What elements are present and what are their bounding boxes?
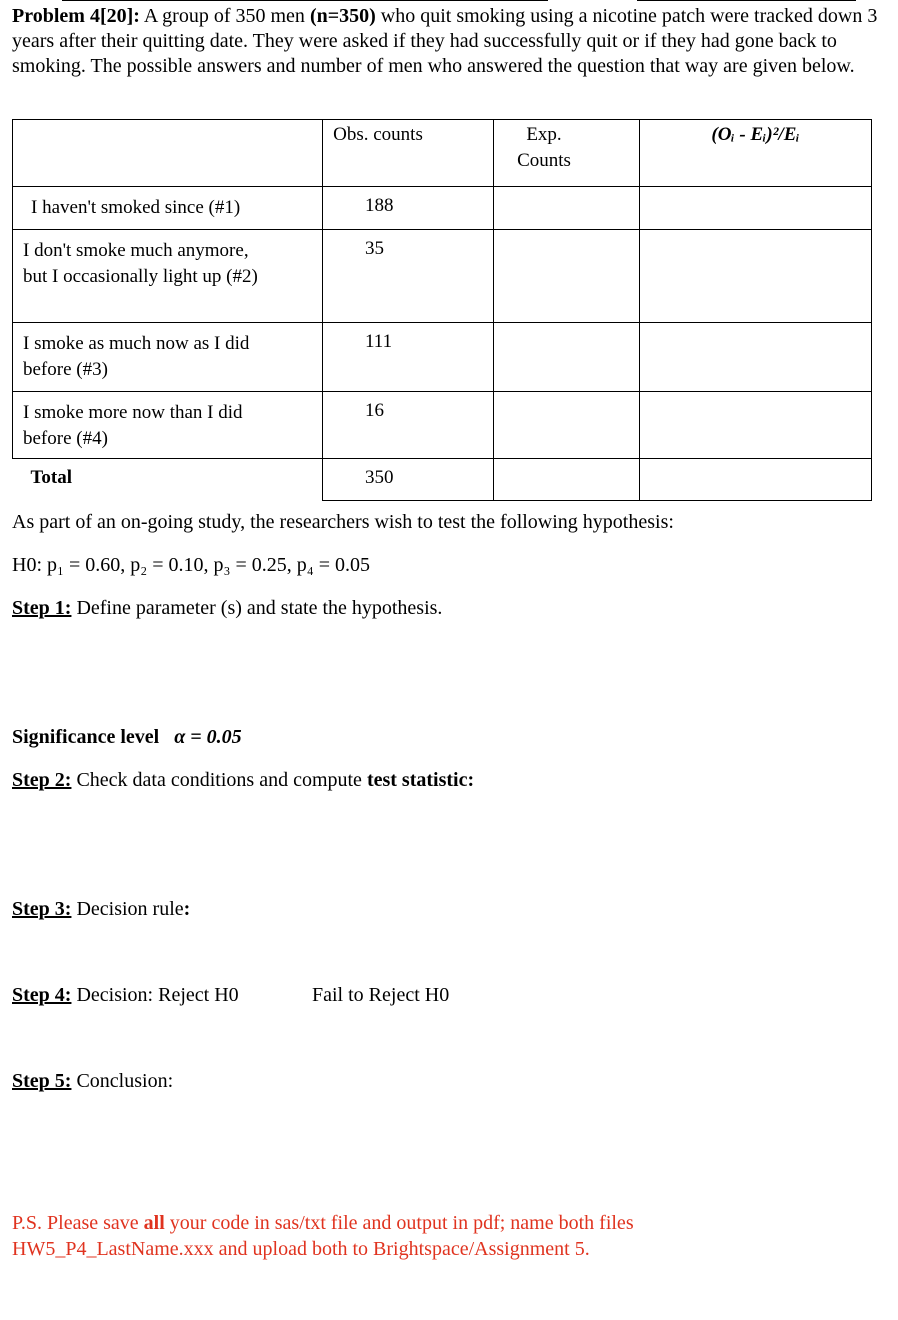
step3-text: Decision rule	[71, 898, 184, 920]
ps-note-line2: HW5_P4_LastName.xxx and upload both to Brightspace/Assignment 5.	[12, 1238, 590, 1260]
step1-label: Step 1:	[12, 597, 72, 619]
study-line: As part of an on-going study, the researchers wish to test the following hypothesis:	[12, 511, 674, 533]
step5-label: Step 5:	[12, 1070, 72, 1092]
step4-fail-option[interactable]: Fail to Reject H0	[312, 984, 450, 1006]
row-chi[interactable]	[640, 392, 872, 459]
step1-text: Define parameter (s) and state the hypothesis.	[71, 597, 443, 619]
step4-label: Step 4:	[12, 984, 72, 1006]
table-row	[13, 323, 872, 392]
total-exp[interactable]	[494, 459, 640, 501]
total-chi[interactable]	[640, 459, 872, 501]
step1	[12, 596, 442, 621]
step4	[12, 983, 239, 1008]
row-chi[interactable]	[640, 230, 872, 323]
row-chi[interactable]	[640, 187, 872, 230]
step5-text: Conclusion:	[71, 1070, 174, 1092]
total-row	[13, 459, 872, 501]
row-exp[interactable]	[494, 187, 640, 230]
row-label: I smoke as much now as I did before (#3)	[23, 333, 250, 380]
step2-bold: test statistic:	[366, 769, 475, 791]
table-row	[13, 230, 872, 323]
ps-text-2: your code in sas/txt file and output in pdf; name both files	[164, 1212, 634, 1234]
row-chi[interactable]	[640, 323, 872, 392]
row-exp[interactable]	[494, 230, 640, 323]
problem-text-1: A group of 350 men	[139, 5, 310, 27]
problem-n: (n=350)	[309, 5, 376, 27]
significance-level	[12, 725, 242, 750]
ps-text-1: P.S. Please save	[12, 1212, 144, 1234]
step5	[12, 1069, 173, 1094]
row-exp[interactable]	[494, 323, 640, 392]
row-label: I don't smoke much anymore, but I occasionally light up (#2)	[23, 240, 258, 287]
row-label: I smoke more now than I did before (#4)	[23, 402, 243, 449]
row-obs: 35	[365, 238, 384, 259]
header-obs: Obs. counts	[323, 120, 494, 187]
hypothesis-line: H0: p₁ = 0.60, p₂ = 0.10, p₃ = 0.25, p₄ = 0.05	[12, 554, 371, 576]
problem-label: Problem 4[20]:	[12, 5, 140, 27]
header-row	[13, 120, 872, 187]
problem-text-2: who quit smoking using a nicotine patch were tracked down 3 years after their quitting date. They were asked if they had successfully quit or if they had gone back to smoking. The possible answers and number of men who answered the question that way are given below.	[12, 5, 878, 77]
step2-text: Check data conditions and compute	[71, 769, 367, 791]
problem-statement	[12, 4, 882, 79]
top-rule-right	[637, 0, 856, 1]
header-exp: Exp. Counts	[494, 120, 640, 187]
table-row	[13, 187, 872, 230]
row-obs: 16	[365, 400, 384, 421]
step2	[12, 768, 474, 793]
row-obs: 188	[365, 195, 394, 216]
ps-bold: all	[143, 1212, 165, 1234]
total-label: Total	[30, 467, 73, 488]
sig-label: Significance level	[12, 726, 160, 748]
ps-note-line1	[12, 1211, 634, 1236]
data-table	[12, 119, 872, 501]
step3	[12, 897, 190, 922]
table-row	[13, 392, 872, 459]
step2-label: Step 2:	[12, 769, 72, 791]
header-chi: (Oᵢ - Eᵢ)²/Eᵢ	[640, 120, 872, 187]
step3-label: Step 3:	[12, 898, 72, 920]
step4-reject[interactable]: Decision: Reject H0	[71, 984, 239, 1006]
step3-colon: :	[183, 898, 191, 920]
row-label: I haven't smoked since (#1)	[31, 197, 241, 218]
total-obs: 350	[365, 467, 394, 488]
top-rule-left	[62, 0, 548, 1]
sig-value: α = 0.05	[174, 726, 242, 748]
row-obs: 111	[365, 331, 393, 352]
header-blank	[13, 120, 323, 187]
row-exp[interactable]	[494, 392, 640, 459]
